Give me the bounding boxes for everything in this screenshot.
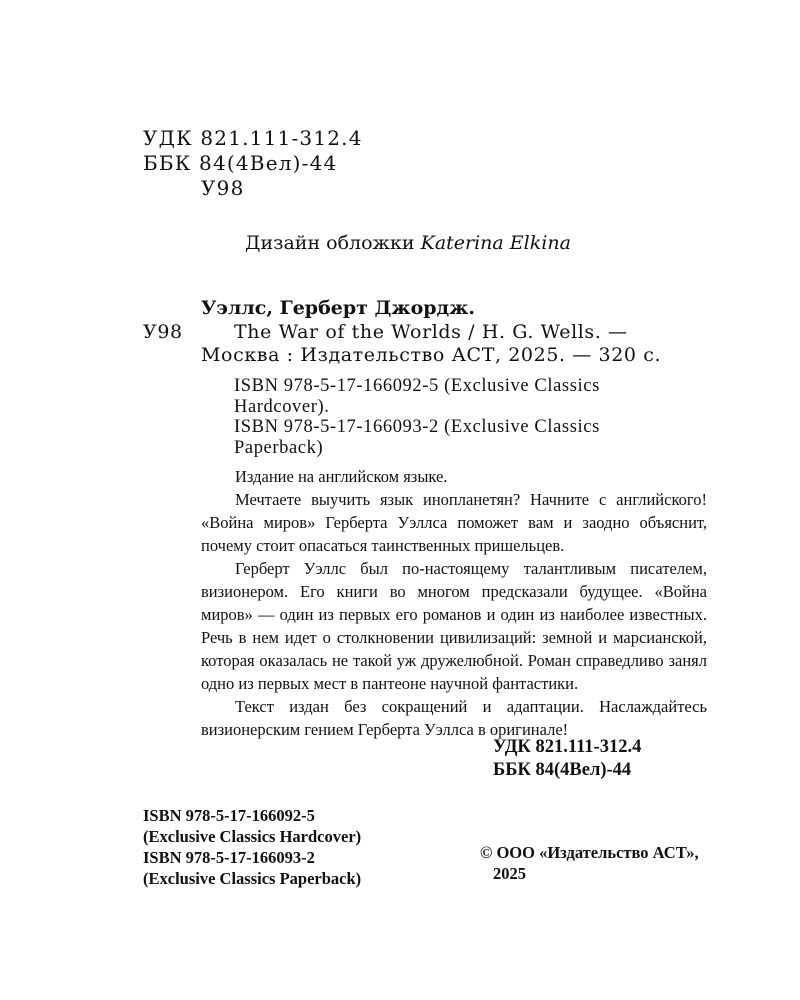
author-mark: У98 — [201, 176, 245, 200]
copyright: © ООО «Издательство АСТ», — [480, 843, 699, 862]
footer-isbn-paperback: ISBN 978-5-17-166093-2 — [143, 848, 315, 867]
catalog-imprint-line: Москва : Издательство АСТ, 2025. — 320 с. — [201, 344, 662, 366]
cover-design-label: Дизайн обложки — [245, 232, 415, 254]
catalog-isbn-hardcover: ISBN 978-5-17-166092-5 (Exclusive Classics — [234, 376, 600, 396]
annotation-paragraph: Текст издан без сокращений и адаптации. Наслаждайтесь визионерским гением Герберта Уэллса в оригинале! — [201, 697, 707, 739]
bottom-bbk-code: ББК 84(4Вел)-44 — [493, 760, 632, 780]
bottom-udk-code: УДК 821.111-312.4 — [493, 737, 642, 757]
catalog-author-mark: У98 — [143, 321, 183, 343]
annotation-paragraph: Герберт Уэллс был по-настоящему талантливым писателем, визионером. Его книги во многом предсказали будущее. «Война миров» — один из первых его романов и один из наиболее известных. Речь в нем идет о столкновении цивилизаций: земной и марсианской, которая оказалась не такой уж дружелюбной. Роман справедливо занял одно из первых мест в пантеоне научной фантастики. — [201, 559, 707, 693]
cover-designer-name: Katerina Elkina — [420, 232, 571, 254]
annotation — [201, 465, 707, 741]
catalog-author: Уэллс, Герберт Джордж. — [201, 297, 476, 319]
annotation-paragraph: Издание на английском языке. — [235, 467, 448, 486]
copyright-year: 2025 — [493, 864, 526, 883]
annotation-paragraph: Мечтаете выучить язык инопланетян? Начните с английского! «Война миров» Герберта Уэллса поможет вам и заодно объяснит, почему стоит опасаться таинственных пришельцев. — [201, 490, 707, 555]
catalog-title-line: The War of the Worlds / H. G. Wells. — — [234, 321, 628, 343]
footer-edition-hardcover: (Exclusive Classics Hardcover) — [143, 827, 362, 846]
catalog-isbn-paperback-cont: Paperback) — [234, 438, 324, 458]
catalog-isbn-hardcover-cont: Hardcover). — [234, 397, 330, 417]
footer-isbn-hardcover: ISBN 978-5-17-166092-5 — [143, 806, 315, 825]
catalog-isbn-paperback: ISBN 978-5-17-166093-2 (Exclusive Classics — [234, 417, 600, 437]
footer-edition-paperback: (Exclusive Classics Paperback) — [143, 869, 362, 888]
udk-code: УДК 821.111-312.4 — [143, 126, 363, 150]
cover-design-credit — [245, 234, 571, 253]
bbk-code: ББК 84(4Вел)-44 — [143, 151, 338, 175]
